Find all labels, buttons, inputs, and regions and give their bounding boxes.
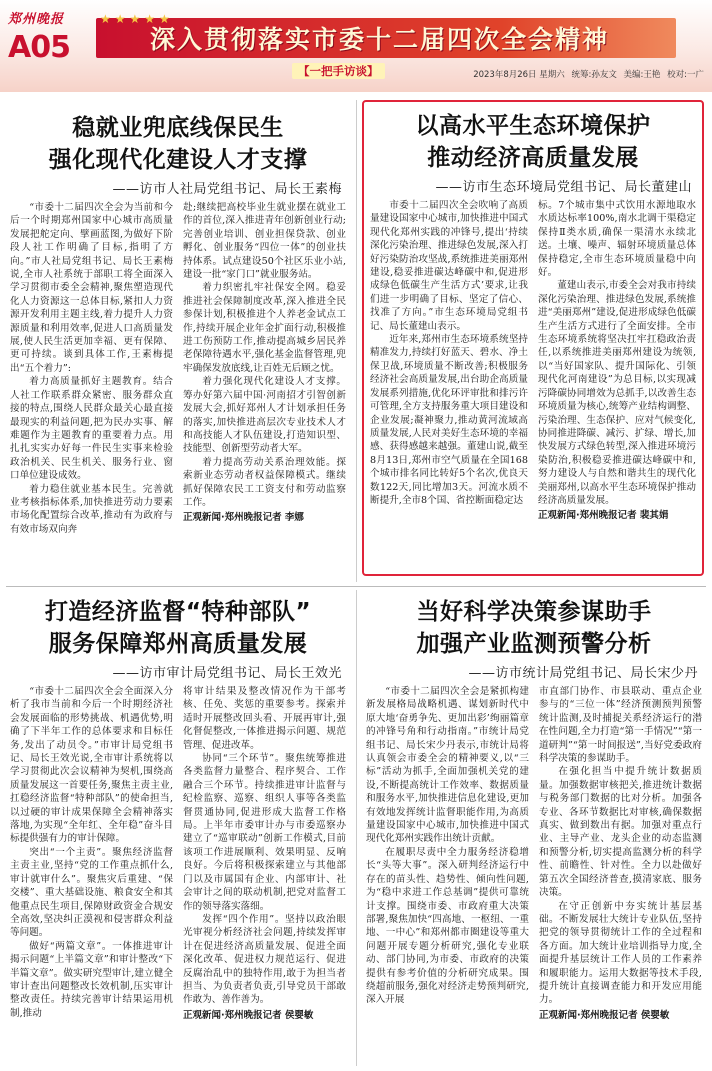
text-column — [539, 685, 702, 1071]
article-title: 当好科学决策参谋助手 — [416, 599, 652, 625]
masthead — [0, 0, 712, 92]
article-subtitle: ——访市人社局党组书记、局长王素梅 — [112, 182, 342, 197]
text-column — [10, 201, 173, 584]
paragraph: 着力织密扎牢社保安全网。稳妥推进社会保障制度改革,深入推进全民参保计划,积极推进个人养老金试点工作,持续开展企业年金扩面行动,积极推进工伤预防工作,推动提高城乡居民养老保障待遇水平,强化基金监督管理,兜牢确保发放底线,让百姓无后顾之忧。 — [183, 282, 346, 374]
page-number: A05 — [8, 30, 70, 65]
paragraph: 将审计结果及整改情况作为干部考核、任免、奖惩的重要参考。探索并适时开展整改回头看、开展再审计,强化督促整改,一体推进揭示问题、规范管理、促进改革。 — [183, 686, 346, 751]
text-column — [366, 685, 529, 1071]
article-subtitle: ——访市审计局党组书记、局长王效光 — [112, 666, 342, 681]
article-audit — [10, 596, 346, 1066]
newspaper-brand: 郑州晚报 — [8, 12, 65, 27]
paragraph: 赴;继续把高校毕业生就业摆在就业工作的首位,深入推进青年创新创业行动;完善创业培训、创业担保贷款、创业孵化、创业服务“四位一体”的创业扶持体系。试点建设50个社区乐业小站,建设一批“家门口”就业服务站。 — [183, 202, 346, 281]
paragraph: 着力提高劳动关系治理效能。探索新业态劳动者权益保障模式。继续抓好保障农民工工资支付和劳动监察工作。 — [183, 456, 346, 508]
text-column — [183, 201, 346, 584]
star-icon: ★★★★★ — [100, 12, 174, 26]
paragraph: 市直部门协作、市县联动、重点企业参与的“三位一体”经济预测预判预警统计监测,及时捕捉关系经济运行的潜在性问题,全力打造“第一手情况”“第一道研判”“第一时间报送”,当好党委政府科学决策的参谋助手。 — [539, 686, 702, 765]
page-meta — [469, 68, 704, 80]
paragraph: 突出“一个主责”。聚焦经济监督主责主业,坚持“党的工作重点抓什么,审计就审什么”。聚焦灾后重建、“保交楼”、重大基础设施、粮食安全和其他重点民生项目,保障财政资金合规安全高效,坚决纠正漠视和侵害群众利益等问题。 — [10, 846, 173, 939]
article-title: 以高水平生态环境保护 — [415, 113, 651, 139]
paragraph: 在守正创新中夯实统计基层基础。不断发展壮大统计专业队伍,坚持把党的领导贯彻统计工作的全过程和各方面。加大统计业培训指导力度,全面提升基层统计工作人员的工作素养和履职能力。运用大数据等技术手段,提升统计直接调查能力和开发应用能力。 — [539, 900, 702, 1006]
article-title: 强化现代化建设人才支撑 — [48, 147, 308, 173]
paragraph: 在履职尽责中全力服务经济稳增长“头等大事”。深入研判经济运行中存在的苗头性、趋势性、倾向性问题,为“稳中求进工作总基调”提供可靠统计支撑。围绕市委、市政府重大决策部署,聚焦加快“四高地、一枢纽、一重地、一中心”和郑州都市圈建设等重大问题开展专题分析研究,强化专业联动、部门协同,为市委、市政府的决策提供有参考价值的分析研究成果。围绕超前服务,强化对经济走势预判研究,深入开展 — [366, 846, 529, 1006]
banner-title: 深入贯彻落实市委十二届四次全会精神 — [150, 25, 610, 54]
article-subtitle: ——访市统计局党组书记、局长宋少丹 — [468, 666, 698, 681]
paragraph: “市委十二届四次全会为当前和今后一个时期郑州国家中心城市高质量发展把舵定向、擘画蓝图,为做好下阶段人社工作明确了目标,指明了方向。”市人社局党组书记、局长王素梅说,全市人社系统于部职工将全面深入学习贯彻市委全会精神,聚焦塑造现代化人力资源这一总体目标,紧扣人力资源开发利用主题主线,着力提升人力资源质量和利用效率,促进人口高质量发展,使人民生活更加幸福、更有保障、更可持续。谈到具体工作,王素梅提出“五个着力”: — [10, 202, 173, 374]
paragraph: 近年来,郑州市生态环境系统坚持精准发力,持续打好蓝天、碧水、净土保卫战,环境质量不断改善;积极服务经济社会高质量发展,出台助企高质量发展系列措施,优化环评审批和排污许可管理,全方支持服务重大项目建设和企业发展;凝神聚力,推动黄河流域高质量发展,人民对美好生态环境的幸福感、获得感越来越强。董建山说,截至8月13日,郑州市空气质量在全国168个城市排名同比转好5个名次,优良天数122天,同比增加3天。河流水质不断提升,全市8个国、省控断面稳定达 — [370, 334, 528, 506]
article-statistics — [366, 596, 702, 1066]
byline: 正观新闻·郑州晚报记者 裴其娟 — [538, 510, 669, 522]
article-employment — [10, 112, 346, 582]
proof-credit: 校对:一广 — [667, 70, 704, 80]
column-divider — [356, 590, 357, 1066]
paragraph: 标。7个城市集中式饮用水源地取水水质达标率100%,南水北调干渠稳定保持Ⅱ类水质,确保一渠清水永续北送。土壤、噪声、辐射环境质量总体保持稳定,全市生态环境质量稳中向好。 — [538, 200, 696, 279]
paragraph: 协同“三个环节”。聚焦统筹推进各类监督力量整合、程序契合、工作融合三个环节。持续推进审计监督与纪检监察、巡察、组织人事等各类监督贯通协同,促进形成大监督工作格局。上半年市委审计办与市委巡察办建立了“巡审联动”创新工作模式,目前该项工作进展顺利、效果明显、反响良好。今后将积极探索建立与其他部门以及市属国有企业、内部审计、社会审计之间的联动机制,把党对监督工作的领导落实落细。 — [183, 753, 346, 912]
article-title: 服务保障郑州高质量发展 — [48, 631, 308, 657]
text-column — [10, 685, 173, 1071]
article-title: 打造经济监督“特种部队” — [44, 599, 312, 625]
column-divider — [356, 100, 357, 582]
article-title: 推动经济高质量发展 — [427, 145, 639, 171]
text-column — [370, 199, 528, 574]
paragraph: 市委十二届四次全会吹响了高质量建设国家中心城市,加快推进中国式现代化郑州实践的冲锋号,提出‘持续深化污染治理、推进绿色发展,深入打好污染防治攻坚战,系统推进美丽郑州建设,稳妥推进碳达峰碳中和,促进形成绿色低碳生产生活方式’要求,让我们进一步明确了目标、坚定了信心、找准了方向。”市生态环境局党组书记、局长董建山表示。 — [370, 200, 528, 332]
paragraph: “市委十二届四次全会全面深入分析了我市当前和今后一个时期经济社会发展面临的形势挑战、机遇优势,明确了下半年工作的总体要求和目标任务,发出了动员令。”市审计局党组书记、局长王效光说,全市审计系统将以学习贯彻此次会议精神为契机,围绕高质量发展这一首要任务,聚焦主责主业,扛稳经济监督“特种部队”的使命担当,以过硬的审计成果保障全会精神落实落地,为实现“全年红、全年稳”奋斗目标提供强有力的审计保障。 — [10, 686, 173, 845]
paragraph: 着力高质量抓好主题教育。结合人社工作联系群众紧密、服务群众直接的特点,围绕人民群众最关心最直接最现实的利益问题,把为民办实事、解难题作为主题教育的重要着力点。用扎扎实实办好每一件民生实事来检验政治机关、民生机关、服务行业、窗口单位建设成效。 — [10, 376, 173, 482]
paragraph: 发挥“四个作用”。坚持以政治眼光审视分析经济社会问题,持续发挥审计在促进经济高质量发展、促进全面深化改革、促进权力规范运行、促进反腐治乱中的独特作用,敢于为担当者担当、为负责者负责,引导党员干部敢作敢为、善作善为。 — [183, 913, 346, 1006]
paragraph: 着力稳住就业基本民生。完善就业考核指标体系,加快推进劳动力要素市场化配置综合改革,推动有为政府与有效市场双向奔 — [10, 483, 173, 535]
art-credit: 美编:王艳 — [623, 70, 661, 80]
paragraph: 着力强化现代化建设人才支撑。筹办好第六届中国·河南招才引智创新发展大会,抓好郑州人才计划承担任务的落实,加快推进高层次专业技术人才和高技能人才队伍建设,打造知识型、技能型、创新型劳动者大军。 — [183, 376, 346, 455]
article-title: 加强产业监测预警分析 — [416, 631, 652, 657]
editor-credit: 统筹:孙友文 — [571, 70, 617, 80]
byline: 正观新闻·郑州晚报记者 侯婴敏 — [183, 1009, 314, 1021]
issue-date: 2023年8月26日 星期六 — [473, 70, 565, 80]
article-ecology — [362, 100, 704, 576]
paragraph: “市委十二届四次全会是紧抓构建新发展格局战略机遇、谋划新时代中原大地‘奋勇争先、更加出彩’绚丽篇章的冲锋号角和行动指南。”市统计局党组书记、局长宋少丹表示,市统计局将认真领会市委全会的精神要义,以“三标”活动为抓手,全面加强机关党的建设,不断提高统计工作效率、数据质量和服务水平,加快推进信息化建设,更加有效地发挥统计监督职能作用,为高质量建设国家中心城市,加快推进中国式现代化郑州实践作出统计贡献。 — [366, 686, 529, 845]
article-subtitle: ——访市生态环境局党组书记、局长董建山 — [435, 180, 692, 195]
paragraph: 做好“两篇文章”。一体推进审计揭示问题“上半篇文章”和审计整改“下半篇文章”。做实研究型审计,建立健全审计查出问题整改长效机制,压实审计整改责任。持续完善审计结果运用机制,推动 — [10, 940, 173, 1019]
text-column — [183, 685, 346, 1071]
section-divider — [6, 586, 706, 587]
byline: 正观新闻·郑州晚报记者 李娜 — [183, 512, 304, 524]
byline: 正观新闻·郑州晚报记者 侯婴敏 — [539, 1009, 670, 1021]
article-title: 稳就业兜底线保民生 — [72, 115, 284, 141]
paragraph: 在强化担当中提升统计数据质量。加强数据审核把关,推进统计数据与税务部门数据的比对分析。加强各专业、各环节数据比对审核,确保数据真实、做到数出有据。加强对重点行业、主导产业、龙头企业的动态监测和预警分析,切实提高监测分析的科学性、前瞻性、针对性。全力以赴做好第五次全国经济普查,摸清家底、服务决策。 — [539, 766, 702, 899]
column-tag: 【一把手访谈】 — [292, 63, 385, 79]
text-column — [538, 199, 696, 574]
paragraph: 董建山表示,市委全会对我市持续深化污染治理、推进绿色发展,系统推进“美丽郑州”建设,促进形成绿色低碳生产生活方式进行了全面安排。全市生态环境系统将坚决扛牢扛稳政治责任,以系统推进美丽郑州建设为统领,以“当好国家队、提升国际化、引领现代化河南建设”为总目标,以实现减污降碳协同增效为总抓手,以改善生态环境质量为核心,统筹产业结构调整、污染治理、生态保护、应对气候变化,协同推进降碳、减污、扩绿、增长,加快发展方式绿色转型,深入推进环境污染防治,积极稳妥推进碳达峰碳中和,努力建设人与自然和谐共生的现代化美丽郑州,以高水平生态环境保护推动经济高质量发展。 — [538, 280, 696, 506]
